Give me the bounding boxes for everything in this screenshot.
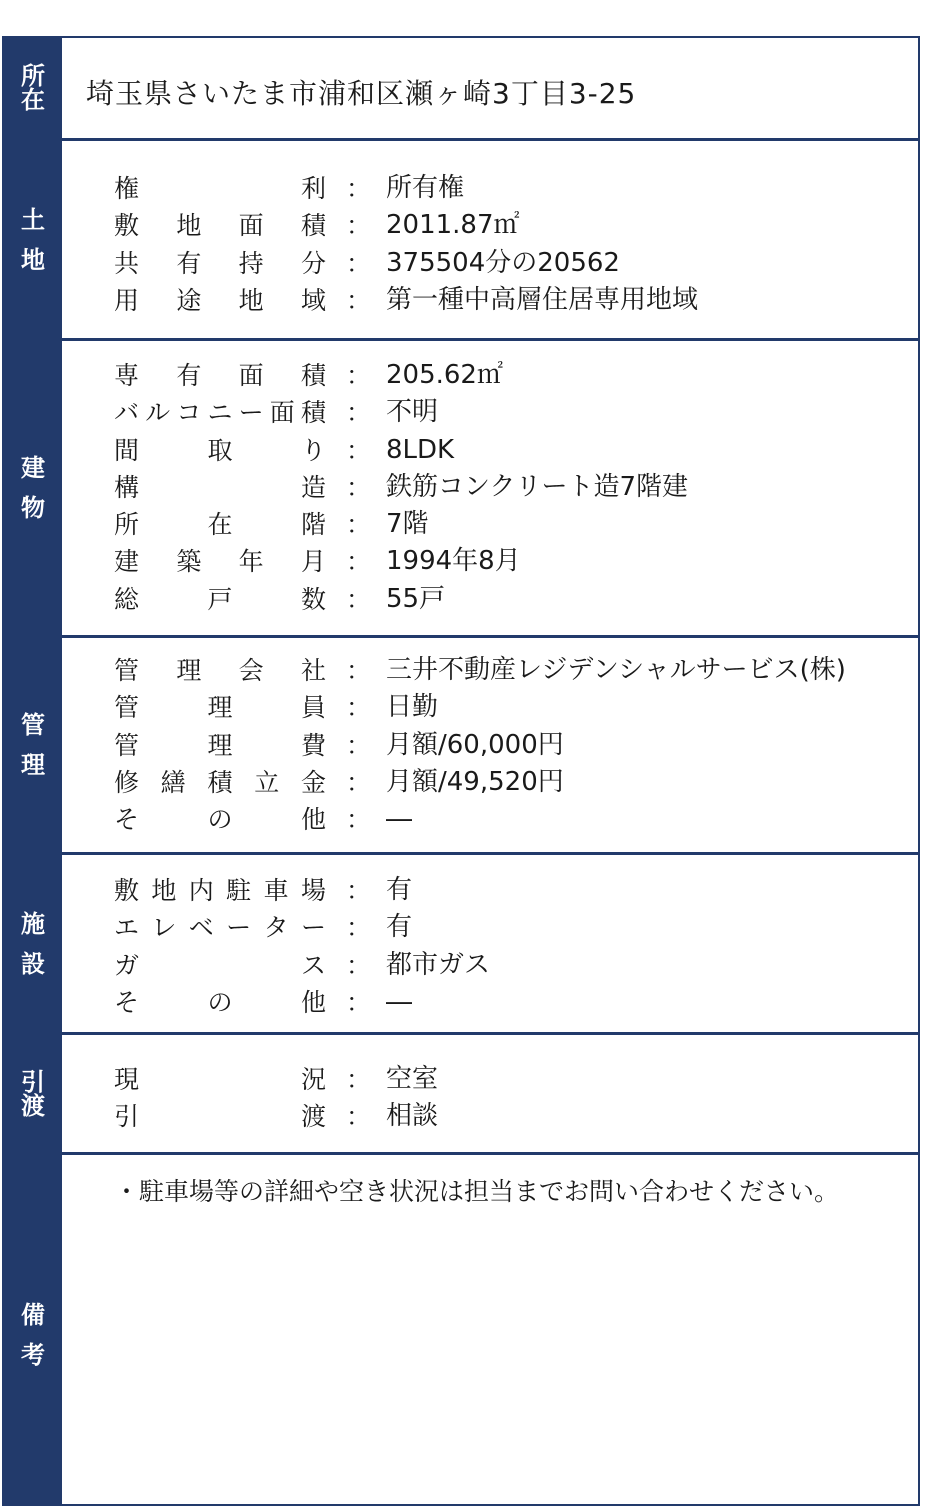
spec-key bbox=[114, 357, 326, 394]
spec-value: 相談 bbox=[386, 1101, 439, 1132]
spec-key-char: そ bbox=[114, 805, 140, 835]
spec-key-char: ガ bbox=[114, 950, 140, 980]
spec-key-char: 理 bbox=[207, 730, 233, 760]
spec-key bbox=[114, 1098, 326, 1135]
spec-key-char: ー bbox=[226, 913, 252, 943]
label-char: 土 bbox=[21, 205, 45, 234]
spec-key-char: 持 bbox=[238, 248, 264, 278]
spec-key bbox=[114, 581, 326, 618]
spec-value: 1994年8月 bbox=[386, 546, 521, 577]
section-remarks bbox=[4, 1155, 918, 1506]
spec-key-char: 積 bbox=[300, 361, 326, 390]
spec-value: 2011.87㎡ bbox=[386, 210, 520, 241]
separator-colon: ： bbox=[346, 547, 372, 577]
section-handover bbox=[4, 1035, 918, 1155]
spec-key-char: り bbox=[300, 435, 326, 465]
spec-key-char: ー bbox=[300, 913, 326, 943]
spec-value: 7階 bbox=[386, 509, 429, 540]
spec-key-char: バ bbox=[114, 398, 140, 428]
spec-key bbox=[114, 543, 326, 580]
spec-key bbox=[114, 947, 326, 984]
spec-key-char: 所 bbox=[114, 510, 140, 540]
separator-colon: ： bbox=[346, 361, 372, 390]
spec-key-char: 立 bbox=[254, 767, 280, 797]
spec-key-char: 他 bbox=[300, 987, 326, 1017]
separator-colon: ： bbox=[346, 248, 372, 278]
spec-key bbox=[114, 652, 326, 689]
spec-key bbox=[114, 207, 326, 244]
spec-key-char: ー bbox=[238, 398, 264, 428]
spec-key bbox=[114, 245, 326, 282]
label-char: 渡 bbox=[21, 1091, 45, 1120]
spec-key-char: 階 bbox=[300, 510, 326, 540]
remarks-note: ・駐車場等の詳細や空き状況は担当までお問い合わせください。 bbox=[114, 1177, 840, 1206]
spec-key-char: 在 bbox=[207, 510, 233, 540]
separator-colon: ： bbox=[346, 913, 372, 943]
label-char: 在 bbox=[21, 86, 45, 114]
spec-key-char: 車 bbox=[263, 876, 289, 905]
spec-key-char: 有 bbox=[176, 248, 202, 278]
spec-key bbox=[114, 282, 326, 319]
spec-value: 空室 bbox=[386, 1064, 439, 1094]
spec-key-char: 理 bbox=[176, 656, 202, 685]
spec-value: 8LDK bbox=[386, 434, 455, 465]
property-summary-table bbox=[2, 36, 920, 1506]
spec-key-char: 敷 bbox=[114, 211, 140, 241]
spec-value: 三井不動産レジデンシャルサービス(株) bbox=[386, 655, 846, 685]
spec-key-char: の bbox=[207, 987, 233, 1017]
spec-value: 月額/60,000円 bbox=[386, 729, 564, 760]
spec-key-char: 管 bbox=[114, 656, 140, 685]
spec-key-char: 他 bbox=[300, 805, 326, 835]
spec-key-char: 地 bbox=[238, 285, 264, 315]
section-label bbox=[4, 38, 62, 138]
spec-key-char: レ bbox=[151, 913, 177, 943]
label-char: 施 bbox=[21, 909, 45, 938]
spec-value: 所有権 bbox=[386, 173, 465, 203]
spec-key-char: 費 bbox=[300, 730, 326, 760]
separator-colon: ： bbox=[346, 211, 372, 241]
spec-key-char: ス bbox=[300, 950, 326, 980]
separator-colon: ： bbox=[346, 510, 372, 540]
spec-key-char: 社 bbox=[300, 656, 326, 685]
spec-value: 鉄筋コンクリート造7階建 bbox=[386, 471, 689, 502]
spec-key-char: 管 bbox=[114, 730, 140, 760]
section-label bbox=[4, 855, 62, 1032]
separator-colon: ： bbox=[346, 950, 372, 980]
spec-key bbox=[114, 170, 326, 207]
spec-key-char: そ bbox=[114, 987, 140, 1017]
spec-key bbox=[114, 1061, 326, 1098]
spec-value: 205.62㎡ bbox=[386, 360, 503, 390]
spec-value: 有 bbox=[386, 875, 413, 905]
separator-colon: ： bbox=[346, 656, 372, 685]
spec-value: 55戸 bbox=[386, 583, 446, 614]
spec-key bbox=[114, 394, 326, 431]
spec-key-char: 分 bbox=[300, 248, 326, 278]
spec-key bbox=[114, 689, 326, 726]
label-char: 物 bbox=[21, 494, 45, 522]
section-label bbox=[4, 1035, 62, 1152]
separator-colon: ： bbox=[346, 693, 372, 723]
spec-key-char: 月 bbox=[300, 547, 326, 577]
spec-key-char: 数 bbox=[300, 584, 326, 614]
spec-key-char: タ bbox=[263, 913, 289, 943]
spec-value: ― bbox=[386, 804, 412, 835]
spec-key bbox=[114, 469, 326, 506]
spec-key-char: 有 bbox=[176, 361, 202, 390]
spec-key-char: 積 bbox=[207, 767, 233, 797]
spec-key-char: 面 bbox=[238, 211, 264, 241]
spec-key-char: エ bbox=[114, 913, 140, 943]
spec-value: 都市ガス bbox=[386, 949, 491, 980]
spec-key-char: 地 bbox=[151, 876, 177, 905]
spec-key-char: 況 bbox=[300, 1065, 326, 1094]
separator-colon: ： bbox=[346, 767, 372, 797]
label-char: 理 bbox=[21, 751, 45, 779]
spec-key-char: 共 bbox=[114, 248, 140, 278]
separator-colon: ： bbox=[346, 472, 372, 502]
separator-colon: ： bbox=[346, 398, 372, 428]
label-char: 引 bbox=[21, 1067, 45, 1096]
section-building bbox=[4, 341, 918, 638]
spec-value: 月額/49,520円 bbox=[386, 766, 564, 797]
spec-key-char: 会 bbox=[238, 656, 264, 685]
spec-key-char: ベ bbox=[188, 913, 214, 943]
separator-colon: ： bbox=[346, 876, 372, 905]
spec-value: 有 bbox=[386, 912, 413, 943]
label-char: 設 bbox=[21, 949, 45, 978]
address: 埼玉県さいたま市浦和区瀬ヶ崎3丁目3-25 bbox=[86, 77, 637, 110]
spec-key-char: ル bbox=[145, 398, 171, 428]
spec-key bbox=[114, 506, 326, 543]
spec-key-char: 場 bbox=[300, 876, 326, 905]
section-facilities bbox=[4, 855, 918, 1035]
spec-key-char: 渡 bbox=[300, 1102, 326, 1132]
spec-key-char: 造 bbox=[300, 472, 326, 502]
spec-key-char: 建 bbox=[114, 547, 140, 577]
spec-key-char: 理 bbox=[207, 693, 233, 723]
spec-key-char: 域 bbox=[300, 285, 326, 315]
spec-key bbox=[114, 432, 326, 469]
section-label bbox=[4, 1155, 62, 1506]
label-char: 備 bbox=[21, 1301, 45, 1329]
spec-key-char: 途 bbox=[176, 285, 202, 315]
separator-colon: ： bbox=[346, 174, 372, 203]
spec-key-char: 員 bbox=[300, 693, 326, 723]
spec-key-char: 年 bbox=[238, 547, 264, 577]
section-label bbox=[4, 638, 62, 852]
spec-key bbox=[114, 984, 326, 1021]
spec-key-char: 取 bbox=[207, 435, 233, 465]
spec-key-char: 駐 bbox=[226, 876, 252, 905]
label-char: 地 bbox=[21, 245, 45, 274]
section-label bbox=[4, 141, 62, 338]
spec-key bbox=[114, 801, 326, 838]
separator-colon: ： bbox=[346, 285, 372, 315]
label-char: 管 bbox=[21, 711, 45, 739]
section-location bbox=[4, 38, 918, 141]
spec-value: ― bbox=[386, 986, 412, 1017]
separator-colon: ： bbox=[346, 435, 372, 465]
spec-key-char: コ bbox=[176, 398, 202, 428]
section-management bbox=[4, 638, 918, 855]
spec-key-char: 繕 bbox=[160, 767, 186, 797]
separator-colon: ： bbox=[346, 1065, 372, 1094]
spec-key-char: 構 bbox=[114, 472, 140, 502]
spec-key-char: 内 bbox=[188, 876, 214, 905]
spec-key-char: 金 bbox=[300, 767, 326, 797]
label-char: 考 bbox=[21, 1341, 45, 1369]
spec-key-char: 間 bbox=[114, 435, 140, 465]
spec-value: 375504分の20562 bbox=[386, 247, 620, 278]
spec-key bbox=[114, 764, 326, 801]
spec-key-char: の bbox=[207, 805, 233, 835]
spec-value: 第一種中高層住居専用地域 bbox=[386, 284, 699, 315]
spec-key-char: 敷 bbox=[114, 876, 140, 905]
spec-key-char: 修 bbox=[114, 767, 140, 797]
spec-value: 日勤 bbox=[386, 692, 439, 723]
separator-colon: ： bbox=[346, 1102, 372, 1132]
spec-value: 不明 bbox=[386, 397, 439, 428]
spec-key-char: 権 bbox=[114, 174, 140, 203]
separator-colon: ： bbox=[346, 584, 372, 614]
label-char: 所 bbox=[21, 62, 45, 90]
section-land bbox=[4, 141, 918, 341]
spec-key-char: 現 bbox=[114, 1065, 140, 1094]
spec-key-char: 引 bbox=[114, 1102, 140, 1132]
spec-key-char: 利 bbox=[300, 174, 326, 203]
spec-key-char: ニ bbox=[207, 398, 233, 428]
spec-key-char: 面 bbox=[269, 398, 295, 428]
spec-key-char: 戸 bbox=[207, 584, 233, 614]
spec-key-char: 積 bbox=[300, 398, 326, 428]
spec-key bbox=[114, 727, 326, 764]
spec-key-char: 築 bbox=[176, 547, 202, 577]
spec-key-char: 面 bbox=[238, 361, 264, 390]
spec-key-char: 積 bbox=[300, 211, 326, 241]
separator-colon: ： bbox=[346, 987, 372, 1017]
section-label bbox=[4, 341, 62, 635]
label-char: 建 bbox=[21, 454, 45, 482]
separator-colon: ： bbox=[346, 805, 372, 835]
spec-key bbox=[114, 909, 326, 946]
spec-key-char: 地 bbox=[176, 211, 202, 241]
spec-key-char: 用 bbox=[114, 285, 140, 315]
spec-key-char: 専 bbox=[114, 361, 140, 390]
spec-key bbox=[114, 872, 326, 909]
spec-key-char: 総 bbox=[114, 584, 140, 614]
separator-colon: ： bbox=[346, 730, 372, 760]
spec-key-char: 管 bbox=[114, 693, 140, 723]
